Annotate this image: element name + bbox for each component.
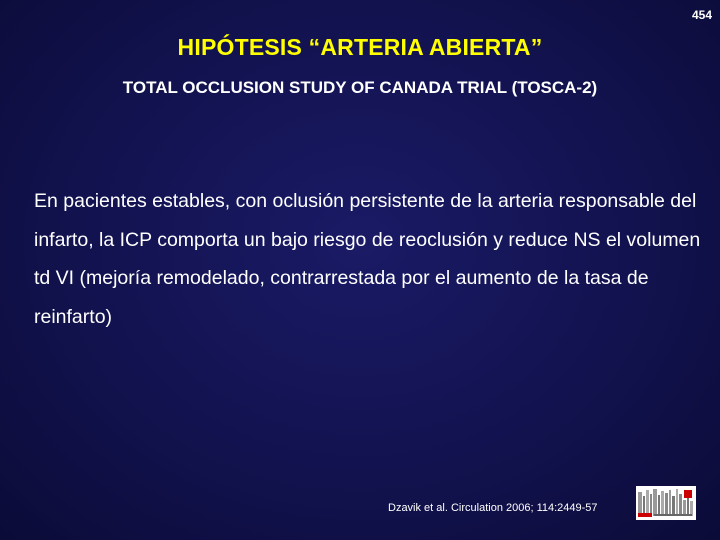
citation: Dzavik et al. Circulation 2006; 114:2449-57 <box>388 502 598 514</box>
slide-number: 454 <box>691 8 712 22</box>
slide-subtitle: TOTAL OCCLUSION STUDY OF CANADA TRIAL (TOSCA-2) <box>122 78 598 97</box>
slide-title: HIPÓTESIS “ARTERIA ABIERTA” <box>177 34 543 60</box>
slide-body-text: En pacientes estables, con oclusión persistente de la arteria responsable del infarto, la ICP comporta un bajo riesgo de reoclusión y reduce NS el volumen td VI (mejoría remodelado, contrarrestada por el aumento de la tasa de reinfarto) <box>34 190 701 328</box>
logo <box>636 486 696 520</box>
logo-graphic <box>636 486 696 520</box>
